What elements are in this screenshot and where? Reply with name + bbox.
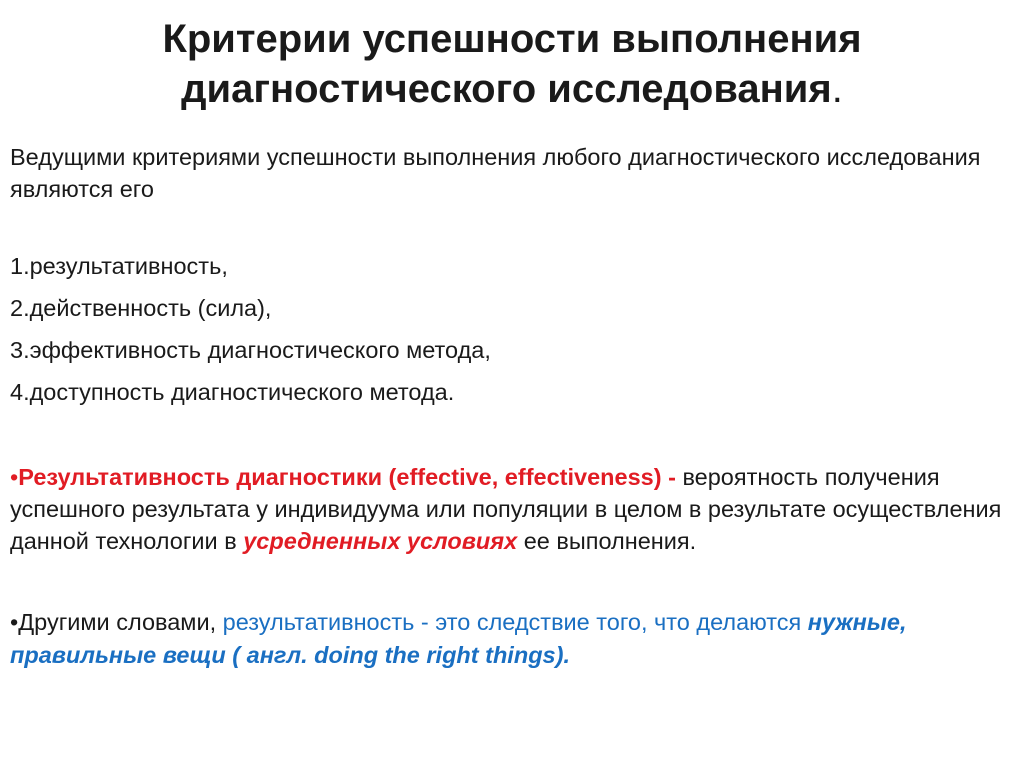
title-period: . bbox=[831, 67, 843, 111]
intro-paragraph: Ведущими критериями успешности выполнения любого диагностического исследования являются его bbox=[10, 144, 981, 202]
title-line-2 bbox=[0, 64, 1024, 114]
definition-text-before: вероятность получения успешного результата у индивидуума или популяции в целом в результате осуществления данной технологии в bbox=[10, 464, 1002, 554]
restatement-paragraph bbox=[10, 606, 1015, 672]
definition-paragraph bbox=[10, 461, 1015, 557]
definition-term: Результативность диагностики (effective, effectiveness) bbox=[18, 464, 662, 490]
restatement-blue-emphasis: нужные, правильные вещи ( англ. doing the right things). bbox=[10, 609, 907, 668]
criteria-item: 3.эффективность диагностического метода, bbox=[10, 337, 491, 363]
slide-title bbox=[0, 14, 1024, 114]
definition-text-after: ее выполнения. bbox=[517, 528, 697, 554]
criteria-item: 1.результативность, bbox=[10, 253, 228, 279]
restatement-bullet: • bbox=[10, 609, 19, 635]
criteria-item: 4.доступность диагностического метода. bbox=[10, 379, 455, 405]
restatement-lead: Другими словами, bbox=[18, 609, 223, 635]
criteria-item: 2.действенность (сила), bbox=[10, 295, 272, 321]
title-line-1: Критерии успешности выполнения bbox=[162, 17, 862, 61]
restatement-blue-text: результативность - это следствие того, что делаются bbox=[222, 609, 808, 635]
definition-bullet: • bbox=[10, 464, 19, 490]
definition-emphasis: усредненных условиях bbox=[243, 528, 518, 554]
title-line-2-text: диагностического исследования bbox=[181, 67, 832, 111]
definition-dash: - bbox=[661, 464, 683, 490]
criteria-list bbox=[10, 252, 1015, 420]
